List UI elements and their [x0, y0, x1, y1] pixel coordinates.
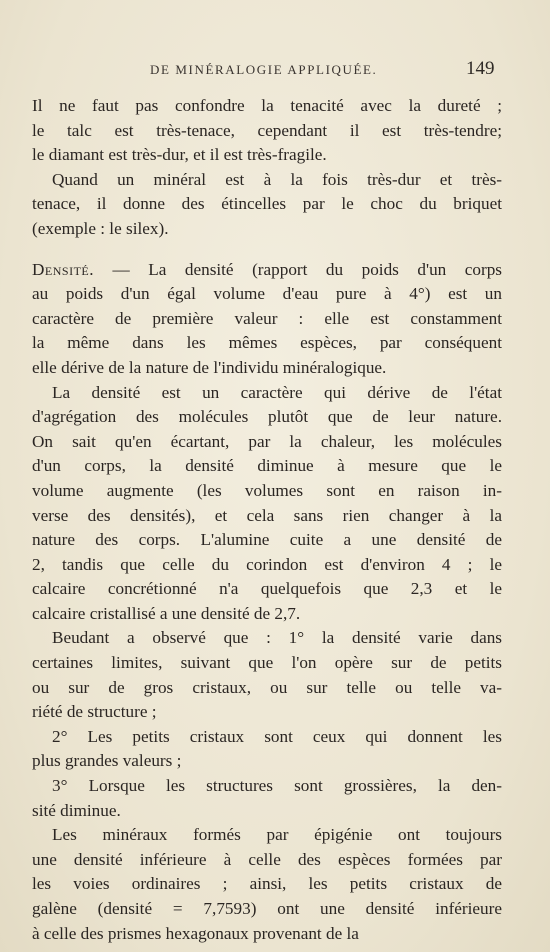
text-line: elle dérive de la nature de l'individu minéralogique.: [32, 357, 387, 377]
text-line: certaines limites, suivant que l'on opère sur de petits: [32, 653, 502, 673]
text-line: Les minéraux formés par épigénie ont toujours: [52, 825, 502, 845]
text-line: plus grandes valeurs ;: [32, 751, 182, 771]
text-line: caractère de première valeur : elle est constamment: [32, 308, 502, 328]
text-line: (exemple : le silex).: [32, 218, 169, 238]
text-line: 3° Lorsque les structures sont grossières, la den-: [52, 776, 502, 796]
text-line: le diamant est très-dur, et il est très-fragile.: [32, 145, 327, 165]
text-line: volume augmente (les volumes sont en raison in-: [32, 480, 502, 500]
text-line: calcaire concrétionné n'a quelquefois que 2,3 et le: [32, 579, 502, 599]
text-line: 2° Les petits cristaux sont ceux qui donnent les: [52, 726, 502, 746]
text-line: d'un corps, la densité diminue à mesure que le: [32, 456, 502, 476]
text-line: verse des densités), et cela sans rien changer à la: [32, 505, 502, 525]
text-line: le talc est très-tenace, cependant il est très-tendre;: [32, 120, 502, 140]
text-line: Il ne faut pas confondre la tenacité avec la dureté ;: [32, 96, 502, 115]
text-line: d'agrégation des molécules plutôt que de leur nature.: [32, 407, 502, 427]
text-line: riété de structure ;: [32, 702, 157, 722]
text-line: On sait qu'en écartant, par la chaleur, les molécules: [32, 431, 502, 451]
section-heading-densite: Densité.: [32, 259, 95, 279]
text-line: calcaire cristallisé a une densité de 2,7.: [32, 603, 301, 623]
running-head: DE MINÉRALOGIE APPLIQUÉE.: [150, 62, 378, 77]
text-fragment: — La densité (rapport du poids d'un corps: [94, 259, 502, 279]
page-number: 149: [466, 58, 495, 79]
body-text: [32, 94, 502, 946]
text-line: à celle des prismes hexagonaux provenant de la: [32, 923, 359, 943]
text-line: une densité inférieure à celle des espèces formées par: [32, 849, 502, 869]
text-line: la même dans les mêmes espèces, par conséquent: [32, 333, 502, 353]
text-line: Quand un minéral est à la fois très-dur et très-: [52, 169, 502, 189]
text-line: nature des corps. L'alumine cuite a une densité de: [32, 530, 502, 550]
text-line: sité diminue.: [32, 800, 121, 820]
text-line: les voies ordinaires ; ainsi, les petits cristaux de: [32, 874, 502, 894]
text-line: au poids d'un égal volume d'eau pure à 4°) est un: [32, 284, 502, 304]
text-line: tenace, il donne des étincelles par le choc du briquet: [32, 194, 502, 214]
text-line: galène (densité = 7,7593) ont une densité inférieure: [32, 899, 502, 918]
text-line: ou sur de gros cristaux, ou sur telle ou telle va-: [32, 677, 502, 697]
densite-first-line: [32, 258, 502, 283]
text-line: Beudant a observé que : 1° la densité varie dans: [52, 628, 502, 648]
text-line: 2, tandis que celle du corindon est d'environ 4 ; le: [32, 554, 502, 574]
text-line: La densité est un caractère qui dérive de l'état: [52, 382, 502, 402]
